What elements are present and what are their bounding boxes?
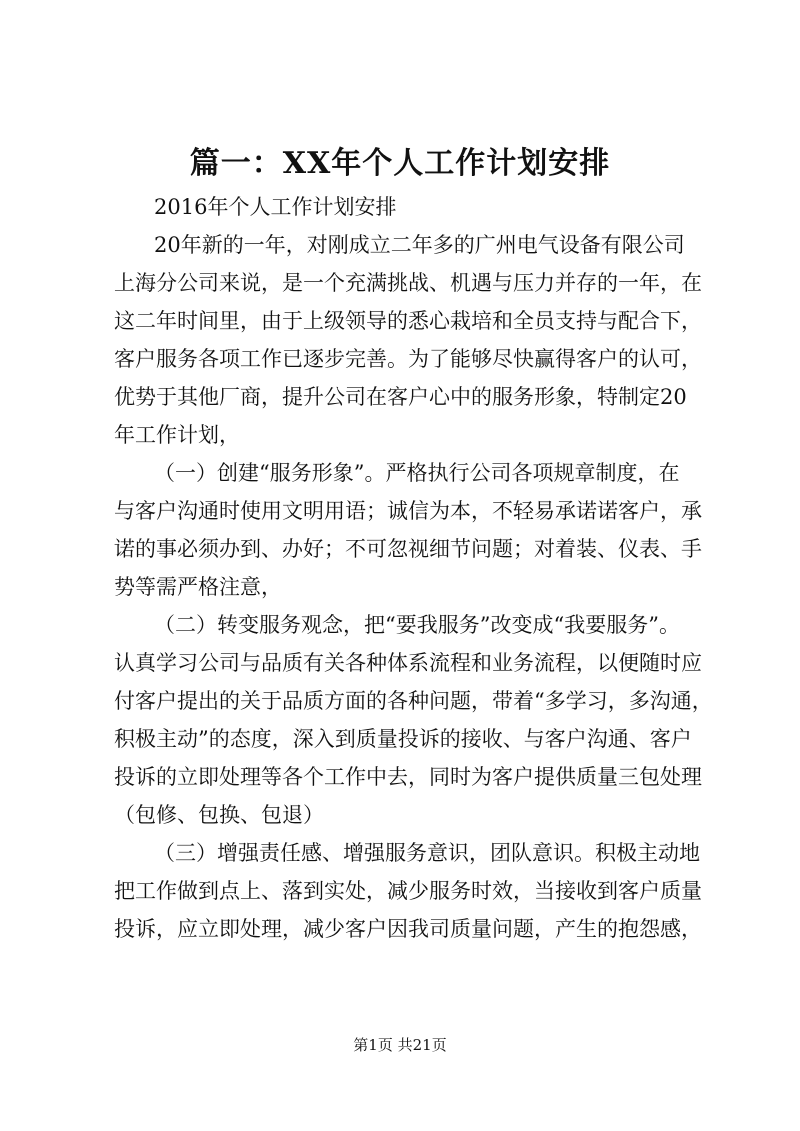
paragraph-line: 付客户提出的关于品质方面的各种问题，带着“多学习，多沟通，: [114, 689, 713, 713]
paragraph-line: （三）增强责任感、增强服务意识，团队意识。积极主动地: [154, 841, 700, 865]
paragraph-line: 年工作计划，: [114, 423, 240, 447]
paragraph-line: 客户服务各项工作已逐步完善。为了能够尽快赢得客户的认可，: [114, 347, 702, 371]
paragraph-4: [114, 834, 702, 948]
paragraph-line: （包修、包换、包退）: [114, 803, 324, 827]
paragraph-line: 把工作做到点上、落到实处，减少服务时效，当接收到客户质量: [114, 879, 702, 903]
document-subtitle: 2016年个人工作计划安排: [154, 195, 397, 219]
paragraph-line: （一）创建“服务形象”。严格执行公司各项规章制度，在: [154, 461, 680, 485]
paragraph-line: 势等需严格注意，: [114, 575, 282, 599]
paragraph-line: 上海分公司来说，是一个充满挑战、机遇与压力并存的一年，在: [114, 271, 702, 295]
paragraph-line: 诺的事必须办到、办好；不可忽视细节问题；对着装、仪表、手: [114, 537, 702, 561]
paragraph-2: [114, 454, 702, 606]
paragraph-line: （二）转变服务观念，把“要我服务”改变成“我要服务”。: [154, 613, 680, 637]
paragraph-line: 与客户沟通时使用文明用语；诚信为本，不轻易承诺诺客户，承: [114, 499, 702, 523]
paragraph-line: 积极主动”的态度，深入到质量投诉的接收、与客户沟通、客户: [114, 727, 692, 751]
paragraph-3: [114, 606, 713, 834]
document-title: 篇一：XX年个人工作计划安排: [189, 146, 611, 181]
page-number-footer: 第1页 共21页: [353, 1036, 447, 1054]
document-body: [114, 188, 713, 948]
paragraph-line: 投诉的立即处理等各个工作中去，同时为客户提供质量三包处理: [114, 765, 702, 789]
paragraph-line: 投诉，应立即处理，减少客户因我司质量问题，产生的抱怨感，: [114, 917, 702, 941]
paragraph-line: 认真学习公司与品质有关各种体系流程和业务流程，以便随时应: [114, 651, 702, 675]
paragraph-1: [114, 226, 702, 454]
paragraph-line: 这二年时间里，由于上级领导的悉心栽培和全员支持与配合下，: [114, 309, 702, 333]
paragraph-line: 20年新的一年，对刚成立二年多的广州电气设备有限公司: [154, 233, 685, 257]
paragraph-line: 优势于其他厂商，提升公司在客户心中的服务形象，特制定20: [114, 385, 687, 409]
